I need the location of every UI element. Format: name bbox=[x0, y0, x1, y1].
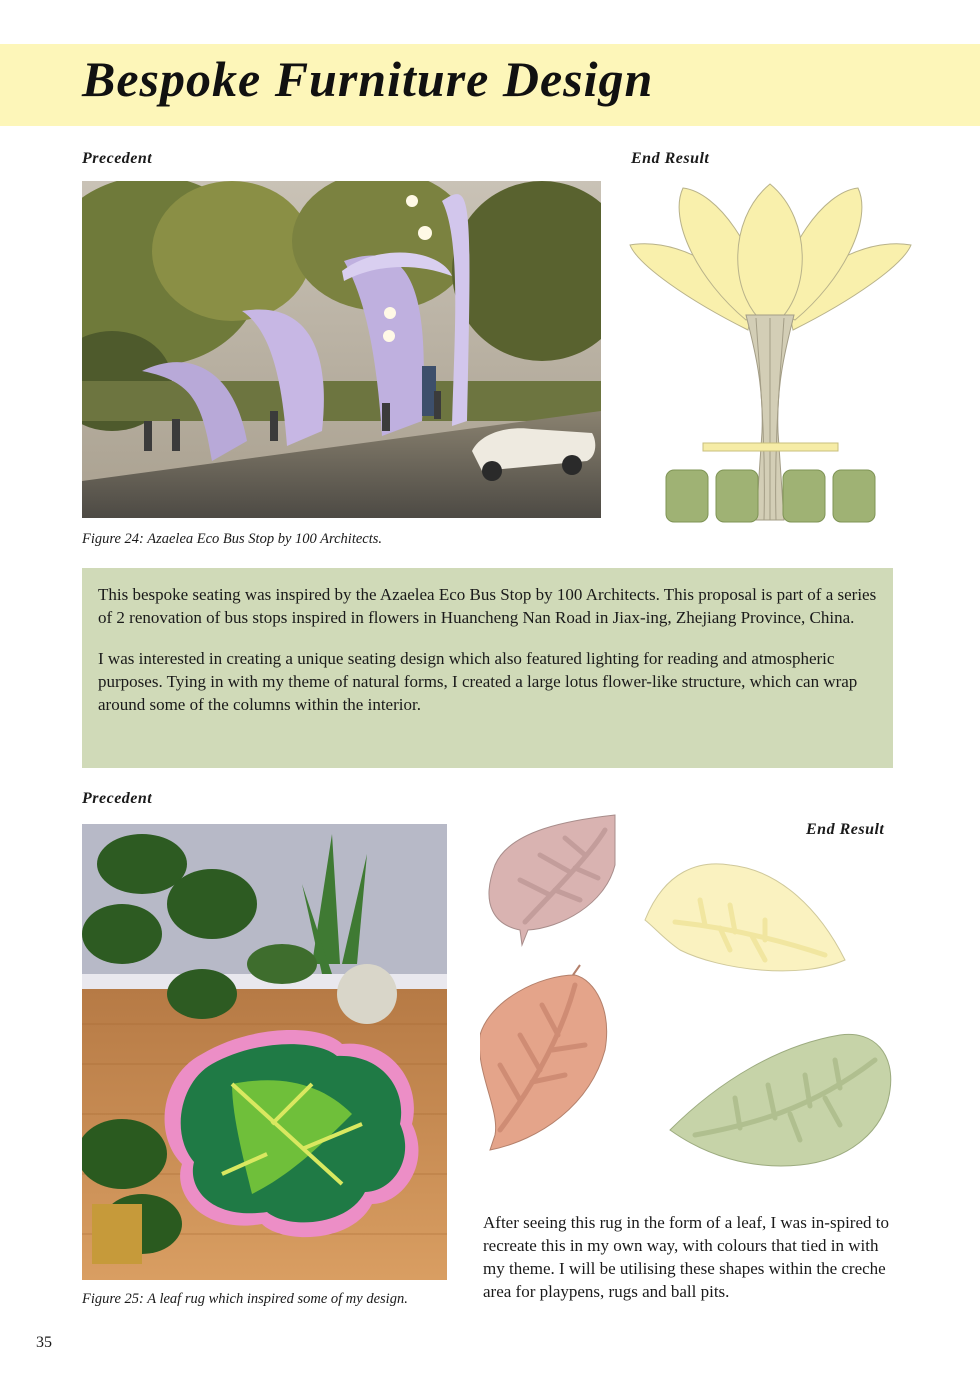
leaf-rug-image bbox=[82, 824, 447, 1280]
description-paragraph-1: This bespoke seating was inspired by the Azaelea Eco Bus Stop by 100 Architects. This proposal is part of a series of 2 renovation of bus stops inspired in flowers in Huancheng Nan Road in Jiax-ing, Zhejiang Province, China. bbox=[98, 585, 877, 627]
bus-stop-image bbox=[82, 181, 601, 518]
end-result-label-1: End Result bbox=[631, 150, 710, 167]
figure-25-caption: Figure 25: A leaf rug which inspired some of my design. bbox=[82, 1291, 408, 1307]
leaf-shapes-drawing bbox=[480, 810, 900, 1190]
page-number: 35 bbox=[36, 1334, 52, 1351]
description-box bbox=[82, 568, 893, 768]
precedent-label-2: Precedent bbox=[82, 790, 153, 807]
green-leaf-shape bbox=[670, 1034, 891, 1166]
yellow-leaf-shape bbox=[645, 864, 845, 971]
end-result-label-2: End Result bbox=[806, 821, 885, 838]
orange-leaf-shape bbox=[480, 965, 607, 1150]
leaf-rug-photo bbox=[82, 824, 447, 1280]
description-paragraph-3: After seeing this rug in the form of a leaf, I was in-spired to recreate this in my own way, with colours that tied in with my theme. I will be utilising these shapes within the creche area for playpens, rugs and ball pits. bbox=[483, 1213, 889, 1301]
description-paragraph-2: I was interested in creating a unique seating design which also featured lighting for reading and atmospheric purposes. Tying in with my theme of natural forms, I created a large lotus flower-like structure, which can wrap around some of the columns within the interior. bbox=[98, 648, 858, 714]
pink-leaf-shape bbox=[489, 815, 615, 945]
lotus-seating-drawing bbox=[628, 180, 913, 525]
bus-stop-photo bbox=[82, 181, 601, 518]
figure-24-caption: Figure 24: Azaelea Eco Bus Stop by 100 Architects. bbox=[82, 531, 383, 547]
page-title: Bespoke Furniture Design bbox=[82, 51, 654, 107]
precedent-label-1: Precedent bbox=[82, 150, 153, 167]
